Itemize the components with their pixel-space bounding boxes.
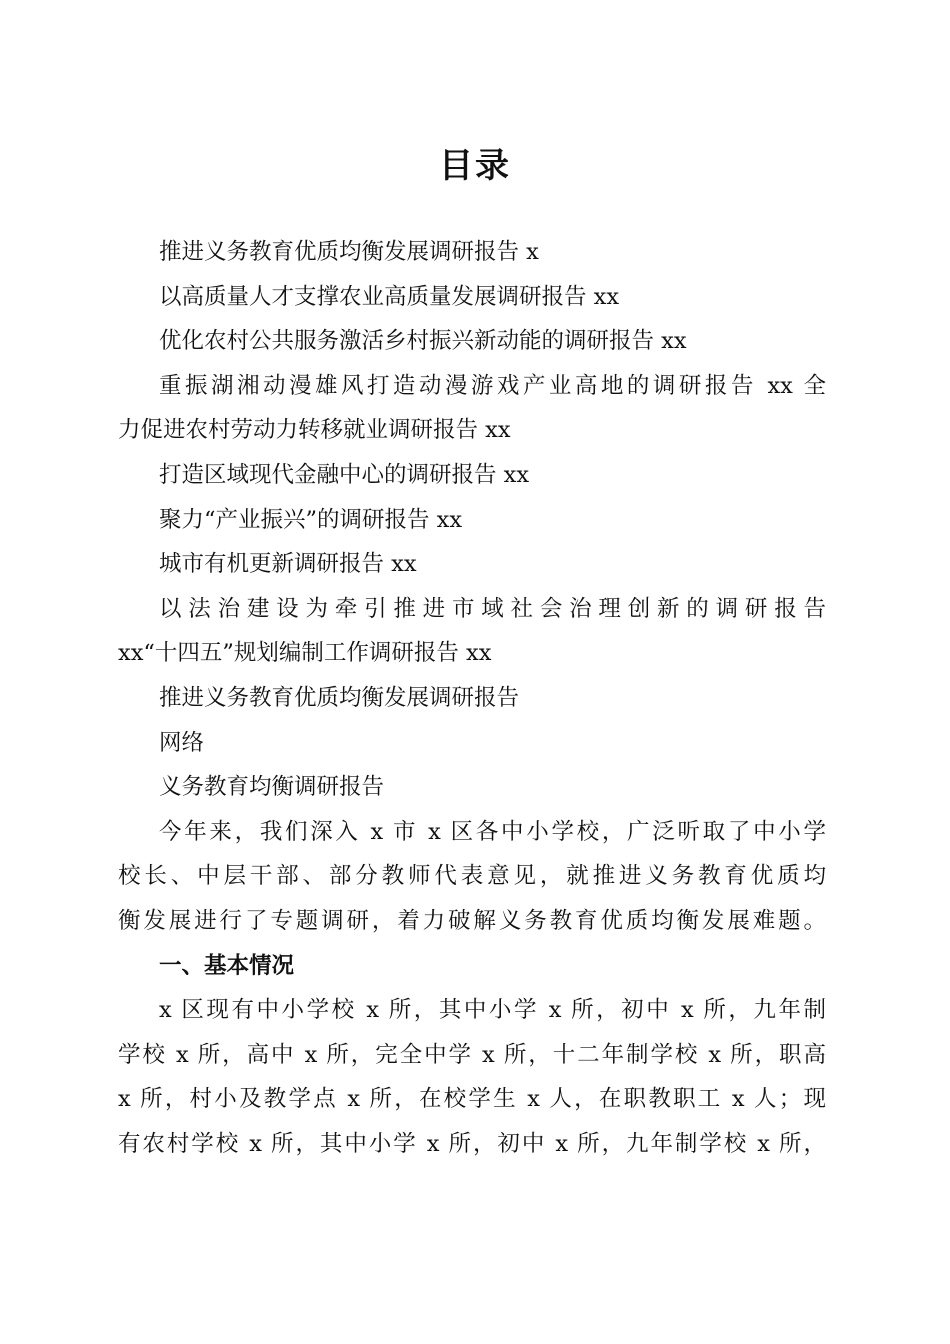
toc-entry-continuation: 力促进农村劳动力转移就业调研报告 xx xyxy=(118,417,511,444)
paragraph-line: 校长、中层干部、部分教师代表意见，就推进义务教育优质均 xyxy=(118,863,826,890)
section-heading: 一、基本情况 xyxy=(159,952,295,979)
toc-entry: 聚力“产业振兴”的调研报告 xx xyxy=(159,506,463,533)
toc-entry: 打造区域现代金融中心的调研报告 xx xyxy=(159,461,530,488)
toc-entry: 重振湖湘动漫雄风打造动漫游戏产业高地的调研报告 xx 全 xyxy=(159,372,826,399)
toc-entry: 优化农村公共服务激活乡村振兴新动能的调研报告 xx xyxy=(159,328,687,355)
paragraph-line: 今年来，我们深入 x 市 x 区各中小学校，广泛听取了中小学 xyxy=(159,818,826,845)
paragraph-line: x 所，村小及教学点 x 所，在校学生 x 人，在职教职工 x 人；现 xyxy=(118,1086,826,1113)
report-source: 网络 xyxy=(159,729,205,756)
paragraph-line: 有农村学校 x 所，其中小学 x 所，初中 x 所，九年制学校 x 所， xyxy=(118,1130,826,1157)
paragraph-line: 学校 x 所，高中 x 所，完全中学 x 所，十二年制学校 x 所，职高 xyxy=(118,1041,826,1068)
report-title: 推进义务教育优质均衡发展调研报告 xyxy=(159,684,520,711)
report-subtitle: 义务教育均衡调研报告 xyxy=(159,774,385,801)
toc-entry: 城市有机更新调研报告 xx xyxy=(159,551,417,578)
paragraph-line: x 区现有中小学校 x 所，其中小学 x 所，初中 x 所，九年制 xyxy=(159,997,826,1024)
toc-entry: 以高质量人才支撑农业高质量发展调研报告 xx xyxy=(159,283,620,310)
document-body xyxy=(118,230,826,1166)
toc-entry-continuation: xx“十四五”规划编制工作调研报告 xx xyxy=(118,640,492,667)
toc-entry: 以法治建设为牵引推进市域社会治理创新的调研报告 xyxy=(159,595,826,622)
page-title: 目录 xyxy=(439,146,511,186)
paragraph-line: 衡发展进行了专题调研，着力破解义务教育优质均衡发展难题。 xyxy=(118,907,826,934)
toc-entry: 推进义务教育优质均衡发展调研报告 x xyxy=(159,239,539,265)
